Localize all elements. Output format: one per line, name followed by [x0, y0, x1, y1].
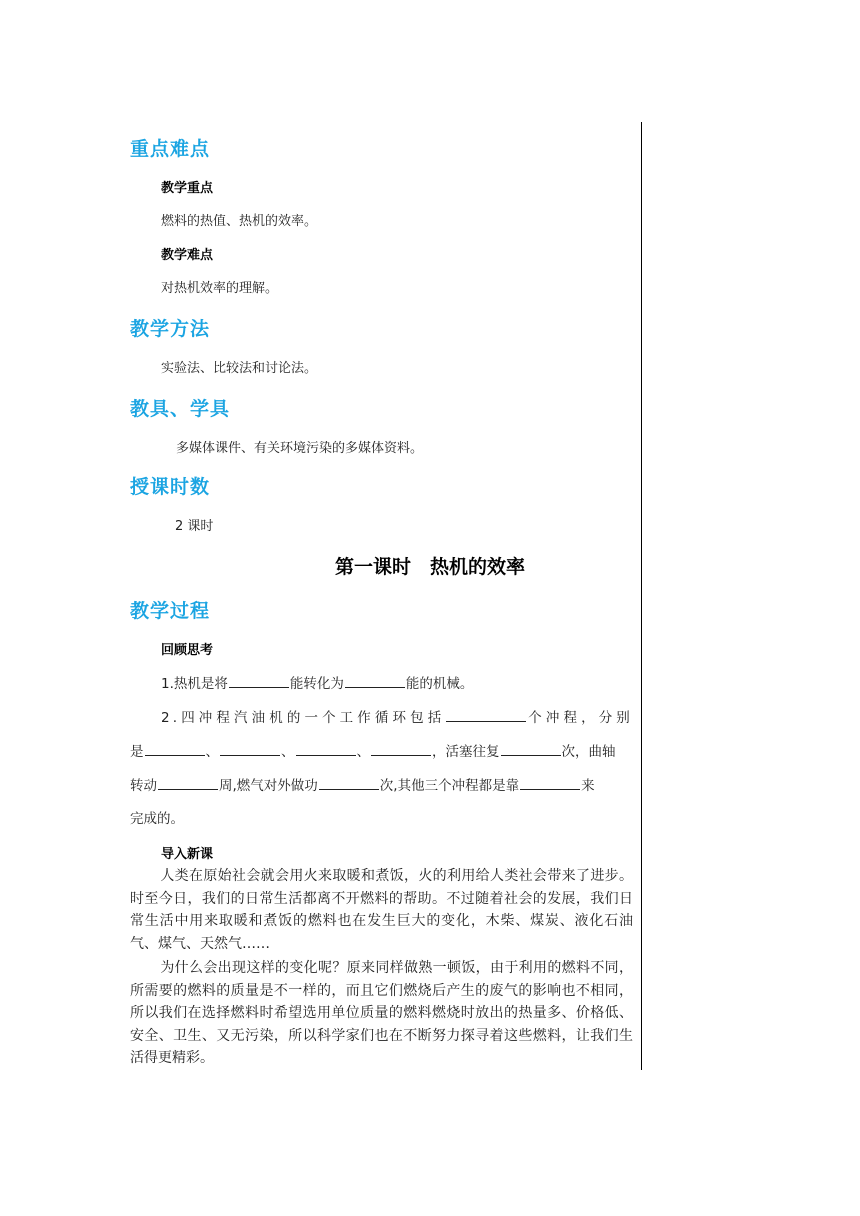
q2-text-b: 个冲程，分别	[527, 710, 634, 726]
q2-blank-7	[158, 775, 218, 790]
q2-blank-9	[520, 775, 580, 790]
question-2-line-3	[130, 774, 633, 794]
q1-blank-1	[229, 673, 289, 688]
q2-blank-8	[319, 775, 379, 790]
q2-blank-2	[145, 741, 205, 756]
q2-text-c: 是	[130, 744, 144, 760]
intro-paragraph-2-text: 为什么会出现这样的变化呢？原来同样做熟一顿饭，由于利用的燃料不同，所需要的燃料的质量是不一样的，而且它们燃烧后产生的废气的影响也不相同，所以我们在选择燃料时希望选用单位质量的燃料燃烧时放出的热量多、价格低、安全、卫生、又无污染，所以科学家们也在不断努力探寻着这些燃料，让我们生活得更精彩。	[130, 960, 633, 1066]
q2-text-f: 转动	[130, 778, 157, 794]
q1-text-b: 能转化为	[289, 676, 344, 692]
q2-sep-3: 、	[356, 744, 370, 760]
q2-blank-5	[371, 741, 431, 756]
q2-text-h: 次,其他三个冲程都是靠	[379, 778, 520, 794]
q1-text-c: 能的机械。	[405, 676, 474, 692]
q2-text-i: 来	[581, 778, 595, 794]
q2-sep-1: 、	[205, 744, 219, 760]
text-teaching-focus: 燃料的热值、热机的效率。	[161, 214, 318, 229]
q2-text-a: 2.四冲程汽油机的一个工作循环包括	[161, 710, 446, 726]
heading-key-difficulties: 重点难点	[130, 138, 211, 160]
margin-rule	[641, 122, 642, 1070]
label-intro: 导入新课	[161, 847, 214, 862]
q2-text-d: ，活塞往复	[432, 744, 500, 760]
q1-blank-2	[345, 673, 405, 688]
label-teaching-difficulty: 教学难点	[161, 248, 214, 263]
heading-teaching-method: 教学方法	[130, 318, 211, 340]
q2-blank-6	[501, 741, 561, 756]
label-teaching-focus: 教学重点	[161, 181, 214, 196]
text-teaching-method: 实验法、比较法和讨论法。	[161, 361, 318, 376]
q2-text-e: 次，曲轴	[561, 744, 616, 760]
q2-sep-2: 、	[281, 744, 295, 760]
text-teaching-difficulty: 对热机效率的理解。	[161, 281, 279, 296]
question-1	[161, 672, 633, 692]
q2-blank-3	[220, 741, 280, 756]
intro-paragraph-1-text: 人类在原始社会就会用火来取暖和煮饭，火的利用给人类社会带来了进步。时至今日，我们的日常生活都离不开燃料的帮助。不过随着社会的发展，我们日常生活中用来取暖和煮饭的燃料也在发生巨大的变化，木柴、煤炭、液化石油气、煤气、天然气……	[130, 868, 633, 952]
heading-class-hours: 授课时数	[130, 476, 211, 498]
q1-text-a: 1.热机是将	[161, 676, 228, 692]
intro-paragraph-2	[130, 957, 633, 1070]
question-2-line-1	[161, 706, 633, 726]
text-teaching-tools: 多媒体课件、有关环境污染的多媒体资料。	[176, 441, 424, 456]
intro-paragraph-1	[130, 865, 633, 955]
heading-teaching-process: 教学过程	[130, 600, 211, 622]
q2-blank-1	[446, 707, 526, 722]
q2-blank-4	[296, 741, 356, 756]
question-2-line-4: 完成的。	[130, 811, 184, 827]
label-review: 回顾思考	[161, 643, 214, 658]
q2-text-g: 周,燃气对外做功	[219, 778, 318, 794]
question-2-line-2	[130, 740, 633, 760]
heading-teaching-tools: 教具、学具	[130, 398, 231, 420]
lesson-title: 第一课时 热机的效率	[334, 556, 525, 578]
text-class-hours: 2 课时	[175, 519, 214, 534]
